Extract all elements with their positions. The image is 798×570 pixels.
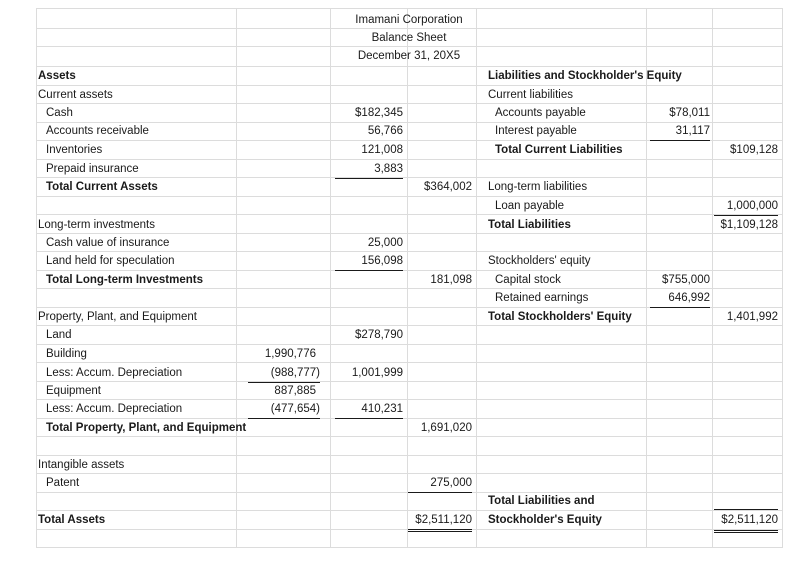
building-amount: 1,990,776 [264,348,316,360]
accounts-payable-label: Accounts payable [495,107,586,119]
patent-label: Patent [46,477,80,489]
capital-stock-amount: $755,000 [662,274,710,286]
total-liabilities-amount: $1,109,128 [720,219,778,231]
retained-earnings-amount: 646,992 [650,289,710,308]
assets-heading: Assets [38,70,76,82]
equipment-depreciation-amount: (477,654) [248,400,320,419]
statement-date: December 31, 20X5 [357,50,461,62]
inventories-label: Inventories [46,144,103,156]
total-liabilities-equity-amount: $2,511,120 [714,509,778,533]
interest-payable-label: Interest payable [495,125,577,137]
prepaid-insurance-label: Prepaid insurance [46,163,139,175]
inventories-amount: 121,008 [361,144,403,156]
stockholders-equity-heading: Stockholders' equity [488,255,591,267]
total-current-assets-amount: $364,002 [424,181,472,193]
equipment-depreciation-label: Less: Accum. Depreciation [46,403,183,415]
total-long-term-investments-label: Total Long-term Investments [46,274,203,286]
building-net-amount: 1,001,999 [351,367,403,379]
land-label: Land [46,329,72,341]
capital-stock-label: Capital stock [495,274,561,286]
ppe-heading: Property, Plant, and Equipment [38,311,197,323]
total-long-term-investments-amount: 181,098 [430,274,472,286]
retained-earnings-label: Retained earnings [495,292,589,304]
accounts-receivable-amount: 56,766 [367,125,403,137]
patent-amount: 275,000 [408,474,472,493]
intangible-assets-heading: Intangible assets [38,459,125,471]
long-term-liabilities-heading: Long-term liabilities [488,181,588,193]
building-label: Building [46,348,87,360]
statement-title: Balance Sheet [371,32,447,44]
total-current-liabilities-amount: $109,128 [730,144,778,156]
cash-value-insurance-amount: 25,000 [367,237,403,249]
current-liabilities-heading: Current liabilities [488,89,574,101]
equipment-net-amount: 410,231 [335,400,403,419]
current-assets-heading: Current assets [38,89,113,101]
total-liabilities-equity-label-line1: Total Liabilities and [488,495,595,507]
accounts-payable-amount: $78,011 [669,107,710,119]
equipment-label: Equipment [46,385,101,397]
land-amount: $278,790 [355,329,403,341]
accounts-receivable-label: Accounts receivable [46,125,149,137]
total-ppe-amount: 1,691,020 [420,422,472,434]
total-liabilities-label: Total Liabilities [488,219,571,231]
total-current-liabilities-label: Total Current Liabilities [495,144,623,156]
interest-payable-amount: 31,117 [650,122,710,141]
total-liabilities-equity-label-line2: Stockholder's Equity [488,514,602,526]
prepaid-insurance-amount: 3,883 [335,160,403,179]
liabilities-equity-heading: Liabilities and Stockholder's Equity [488,70,682,82]
total-assets-amount: $2,511,120 [408,511,472,532]
total-stockholders-equity-amount: 1,401,992 [726,311,778,323]
total-current-assets-label: Total Current Assets [46,181,158,193]
building-depreciation-amount: (988,777) [248,364,320,383]
total-assets-label: Total Assets [38,514,106,526]
total-ppe-label: Total Property, Plant, and Equipment [46,422,247,434]
equipment-amount: 887,885 [274,385,316,397]
cash-amount: $182,345 [355,107,403,119]
loan-payable-label: Loan payable [495,200,565,212]
company-name: Imamani Corporation [355,14,463,26]
cash-label: Cash [46,107,73,119]
long-term-investments-heading: Long-term investments [38,219,155,231]
total-stockholders-equity-label: Total Stockholders' Equity [488,311,632,323]
building-depreciation-label: Less: Accum. Depreciation [46,367,183,379]
cash-value-insurance-label: Cash value of insurance [46,237,170,249]
land-speculation-label: Land held for speculation [46,255,175,267]
land-speculation-amount: 156,098 [335,252,403,271]
loan-payable-amount: 1,000,000 [714,197,778,216]
